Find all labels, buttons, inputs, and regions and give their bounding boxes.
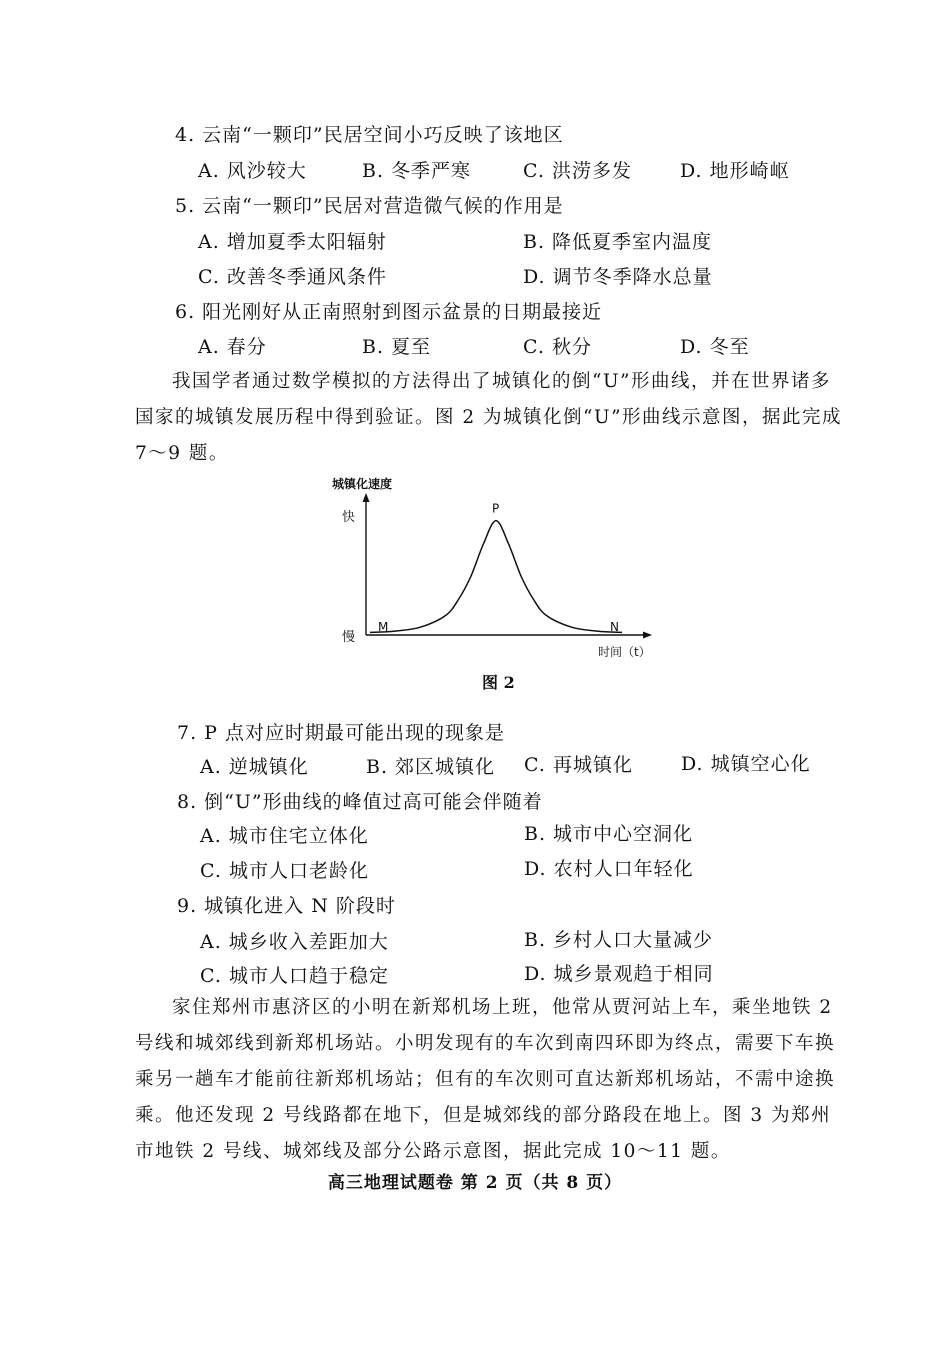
- y-tick-fast: 快: [342, 510, 356, 525]
- figure-2-chart: [330, 474, 670, 664]
- question-7-stem: 7. P 点对应时期最可能出现的现象是: [177, 722, 505, 744]
- question-9-stem: 9. 城镇化进入 N 阶段时: [177, 895, 396, 917]
- question-8-stem: 8. 倒“U”形曲线的峰值过高可能会伴随着: [177, 791, 543, 813]
- question-4-stem: 4. 云南“一颗印”民居空间小巧反映了该地区: [175, 124, 564, 146]
- y-axis-arrow: [363, 493, 370, 502]
- point-label-m: M: [378, 620, 389, 634]
- q9-option-c: C. 城市人口趋于稳定: [200, 965, 389, 987]
- figure-2-caption: 图 2: [482, 673, 515, 692]
- passage-urbanization: 我国学者通过数学模拟的方法得出了城镇化的倒“U”形曲线，并在世界诸多国家的城镇发展历程中得到验证。图 2 为城镇化倒“U”形曲线示意图，据此完成 7～9 题。: [135, 371, 843, 464]
- q7-option-d: D. 城镇空心化: [681, 753, 811, 775]
- inverted-u-curve: [370, 521, 622, 633]
- point-label-p: P: [492, 501, 500, 516]
- q7-option-a: A. 逆城镇化: [200, 756, 309, 778]
- q5-option-a: A. 增加夏季太阳辐射: [198, 231, 387, 253]
- x-axis-arrow: [643, 632, 652, 639]
- y-axis-label: 城镇化速度: [332, 477, 393, 491]
- x-axis-label: 时间（t）: [598, 645, 651, 659]
- passage-zhengzhou-metro: 家住郑州市惠济区的小明在新郑机场上班，他常从贾河站上车，乘坐地铁 2 号线和城郊线到新郑机场站。小明发现有的车次到南四环即为终点，需要下车换乘另一趟车才能前往新郑机场站；但有的车次则可直达新郑机场站，不需中途换乘。他还发现 2 号线路都在地下，但是城郊线的部分路段在地上。图 3 为郑州市地铁 2 号线、城郊线及部分公路示意图，据此完成 10～11 题。: [135, 997, 836, 1162]
- question-5-stem: 5. 云南“一颗印”民居对营造微气候的作用是: [175, 195, 564, 217]
- q5-option-d: D. 调节冬季降水总量: [523, 266, 713, 288]
- q7-option-c: C. 再城镇化: [524, 754, 633, 776]
- q4-option-d: D. 地形崎岖: [680, 160, 790, 182]
- q8-option-c: C. 城市人口老龄化: [200, 860, 369, 882]
- page-footer: 高三地理试题卷 第 2 页（共 8 页）: [327, 1173, 623, 1193]
- q6-option-c: C. 秋分: [523, 336, 592, 358]
- q7-option-b: B. 郊区城镇化: [366, 756, 496, 778]
- q8-option-a: A. 城市住宅立体化: [200, 825, 369, 847]
- question-6-stem: 6. 阳光刚好从正南照射到图示盆景的日期最接近: [175, 301, 603, 323]
- q8-option-b: B. 城市中心空洞化: [524, 823, 694, 845]
- q4-option-a: A. 风沙较大: [198, 160, 307, 182]
- q9-option-d: D. 城乡景观趋于相同: [524, 963, 714, 985]
- q5-option-b: B. 降低夏季室内温度: [523, 231, 713, 253]
- q5-option-c: C. 改善冬季通风条件: [198, 266, 387, 288]
- q9-option-b: B. 乡村人口大量减少: [524, 929, 714, 951]
- q6-option-a: A. 春分: [198, 336, 267, 358]
- q9-option-a: A. 城乡收入差距加大: [200, 931, 389, 953]
- q4-option-c: C. 洪涝多发: [523, 160, 632, 182]
- q6-option-b: B. 夏至: [362, 336, 432, 358]
- point-label-n: N: [610, 620, 619, 634]
- q8-option-d: D. 农村人口年轻化: [524, 858, 694, 880]
- q6-option-d: D. 冬至: [680, 336, 750, 358]
- q4-option-b: B. 冬季严寒: [362, 160, 472, 182]
- y-tick-slow: 慢: [342, 630, 356, 645]
